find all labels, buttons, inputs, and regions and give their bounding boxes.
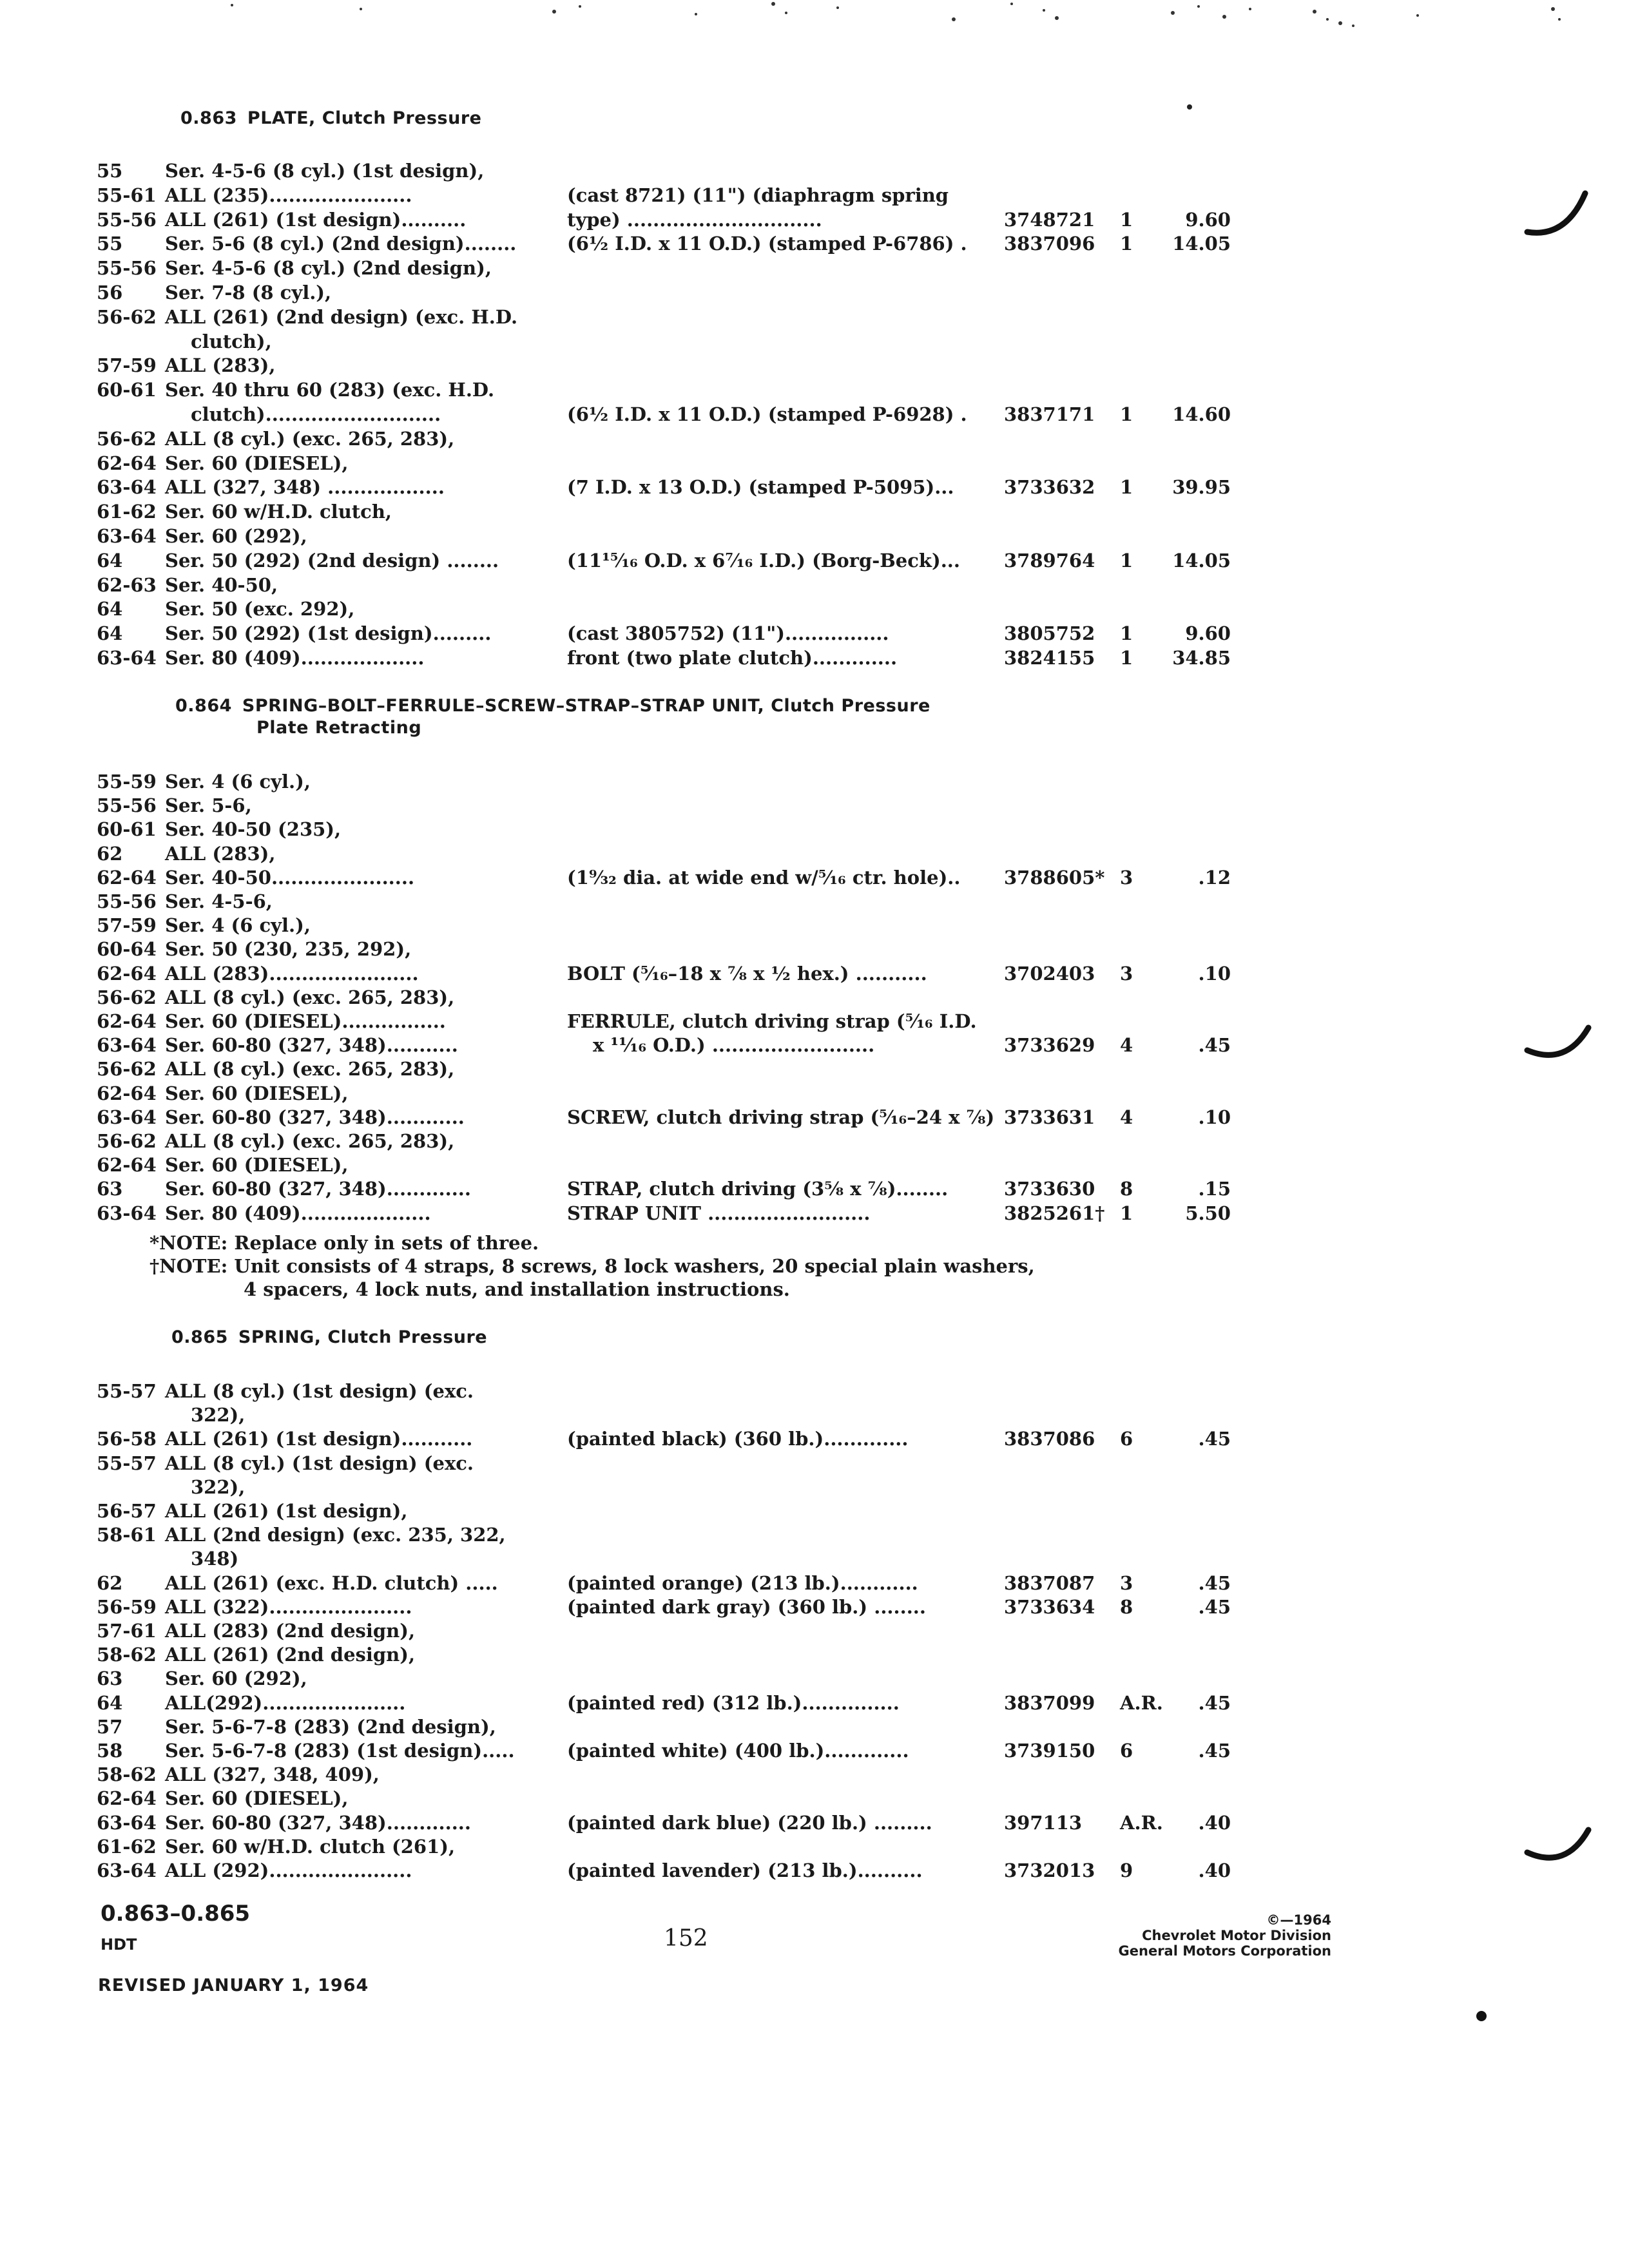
part-line [0,1548,1629,1571]
model-years: 64 [97,1692,123,1714]
application: clutch)........................... [191,403,441,425]
price: 9.60 [1185,209,1231,231]
part-number: 3824155 [1004,647,1095,669]
scan-mark-icon [1521,1823,1598,1881]
part-number: 3739150 [1004,1740,1095,1762]
part-line [0,525,1629,548]
description: (painted orange) (213 lb.)............ [567,1572,918,1594]
application: Ser. 50 (292) (2nd design) ........ [165,550,499,572]
part-line [0,1524,1629,1547]
description: (6½ I.D. x 11 O.D.) (stamped P-6928) . [567,403,967,425]
description: (painted black) (360 lb.)............. [567,1428,909,1450]
part-line [0,1106,1629,1129]
part-line [0,1476,1629,1499]
model-years: 55-56 [97,209,157,231]
scan-speckle-icon [193,0,1611,32]
model-years: 55-57 [97,1452,157,1474]
application: ALL(292)...................... [165,1692,406,1714]
model-years: 63-64 [97,1812,157,1834]
application: Ser. 60 (DIESEL), [165,452,349,474]
model-years: 55-56 [97,257,157,279]
application: ALL (322)...................... [165,1596,412,1618]
part-line [0,1082,1629,1106]
section-title: SPRING–BOLT–FERRULE–SCREW–STRAP–STRAP UNIT, Clutch Pressure [242,696,930,716]
part-line [0,282,1629,305]
model-years: 62-64 [97,867,157,889]
part-line [0,476,1629,499]
description: (cast 3805752) (11")................ [567,622,889,644]
quantity: 9 [1120,1860,1133,1881]
description: (cast 8721) (11") (diaphragm spring [567,184,949,206]
application: Ser. 60-80 (327, 348)............. [165,1812,472,1834]
part-line [0,331,1629,354]
application: Ser. 4-5-6 (8 cyl.) (2nd design), [165,257,492,279]
application: ALL (8 cyl.) (1st design) (exc. [165,1380,474,1402]
application: Ser. 60-80 (327, 348)........... [165,1034,458,1056]
application: Ser. 60 w/H.D. clutch, [165,501,392,523]
model-years: 58-62 [97,1763,157,1785]
price: .45 [1198,1572,1231,1594]
quantity: 8 [1120,1178,1133,1200]
part-number: 3733634 [1004,1596,1095,1618]
price: .45 [1198,1596,1231,1618]
price: .45 [1198,1428,1231,1450]
part-line [0,379,1629,402]
part-line [0,1812,1629,1835]
application: Ser. 50 (230, 235, 292), [165,938,412,960]
part-line [0,1380,1629,1403]
description: (painted dark blue) (220 lb.) ......... [567,1812,932,1834]
application: ALL (8 cyl.) (exc. 265, 283), [165,1130,455,1152]
application: Ser. 50 (exc. 292), [165,598,355,620]
application: 348) [191,1548,239,1570]
description: FERRULE, clutch driving strap (⁵⁄₁₆ I.D. [567,1010,977,1032]
corporation-name: General Motors Corporation [1118,1943,1331,1959]
part-line [0,1010,1629,1033]
model-years: 56-62 [97,986,157,1008]
part-number: 3837099 [1004,1692,1095,1714]
model-years: 57-59 [97,914,157,936]
model-years: 62-64 [97,452,157,474]
model-years: 55-61 [97,184,157,206]
part-number: 3789764 [1004,550,1095,572]
scan-mark-icon [1521,1018,1598,1076]
model-years: 57 [97,1716,123,1738]
application: Ser. 40 thru 60 (283) (exc. H.D. [165,379,495,401]
quantity: 1 [1120,233,1133,255]
part-number: 3733630 [1004,1178,1095,1200]
part-line [0,1716,1629,1739]
part-line [0,1058,1629,1081]
part-line [0,1836,1629,1859]
application: Ser. 5-6 (8 cyl.) (2nd design)........ [165,233,517,255]
copyright-notice: ©—1964 [1266,1912,1331,1928]
application: ALL (261) (1st design).......... [165,209,467,231]
model-years: 58 [97,1740,123,1762]
part-line [0,1404,1629,1427]
description: (7 I.D. x 13 O.D.) (stamped P-5095)... [567,476,954,498]
application: Ser. 5-6, [165,794,252,816]
application: ALL (2nd design) (exc. 235, 322, [165,1524,506,1546]
description: (painted lavender) (213 lb.).......... [567,1860,923,1881]
model-years: 61-62 [97,501,157,523]
application: Ser. 40-50...................... [165,867,415,889]
application: ALL (8 cyl.) (1st design) (exc. [165,1452,474,1474]
price: .40 [1198,1860,1231,1881]
application: ALL (8 cyl.) (exc. 265, 283), [165,428,455,450]
application: ALL (327, 348, 409), [165,1763,380,1785]
model-years: 55 [97,233,123,255]
description: (6½ I.D. x 11 O.D.) (stamped P-6786) . [567,233,967,255]
part-line [0,184,1629,207]
price: .12 [1198,867,1231,889]
part-line [0,771,1629,794]
part-line [0,647,1629,670]
application: ALL (292)...................... [165,1860,412,1881]
part-line [0,452,1629,476]
model-years: 63-64 [97,525,157,547]
note-line: 4 spacers, 4 lock nuts, and installation instructions. [244,1278,790,1300]
part-line [0,1596,1629,1619]
quantity: 1 [1120,403,1133,425]
part-line [0,1860,1629,1883]
model-years: 56-59 [97,1596,157,1618]
quantity: 1 [1120,622,1133,644]
part-line [0,1692,1629,1715]
application: ALL (261) (exc. H.D. clutch) ..... [165,1572,498,1594]
application: Ser. 4-5-6, [165,890,273,912]
model-years: 62-64 [97,963,157,985]
model-years: 63-64 [97,1106,157,1128]
description: (1⁹⁄₃₂ dia. at wide end w/⁵⁄₁₆ ctr. hole).. [567,867,961,889]
part-line [0,598,1629,621]
part-number: 3805752 [1004,622,1095,644]
application: ALL (261) (2nd design) (exc. H.D. [165,306,518,328]
section-number: 0.864 [175,696,232,716]
part-line [0,1667,1629,1691]
part-line [0,354,1629,378]
price: .45 [1198,1740,1231,1762]
description: x ¹¹⁄₁₆ O.D.) ......................... [593,1034,875,1056]
application: Ser. 40-50 (235), [165,818,342,840]
part-line [0,1740,1629,1763]
part-line [0,1620,1629,1643]
description: (11¹⁵⁄₁₆ O.D. x 6⁷⁄₁₆ I.D.) (Borg-Beck)... [567,550,960,572]
part-number: 3837171 [1004,403,1095,425]
application: ALL (283)....................... [165,963,419,985]
part-line [0,574,1629,597]
section-number: 0.863 [180,108,237,128]
quantity: 6 [1120,1428,1133,1450]
application: ALL (235)...................... [165,184,412,206]
application: Ser. 60-80 (327, 348)............. [165,1178,472,1200]
model-years: 60-61 [97,379,157,401]
part-number: 3702403 [1004,963,1095,985]
part-line [0,1500,1629,1523]
application: Ser. 5-6-7-8 (283) (2nd design), [165,1716,496,1738]
note-line: †NOTE: Unit consists of 4 straps, 8 screws, 8 lock washers, 20 special plain washers, [149,1255,1035,1277]
quantity: 4 [1120,1034,1133,1056]
application: Ser. 5-6-7-8 (283) (1st design)..... [165,1740,515,1762]
part-line [0,1178,1629,1201]
application: ALL (283), [165,354,276,376]
application: Ser. 60 (DIESEL), [165,1082,349,1104]
part-line [0,1034,1629,1057]
application: ALL (8 cyl.) (exc. 265, 283), [165,986,455,1008]
price: 14.60 [1172,403,1231,425]
application: Ser. 50 (292) (1st design)......... [165,622,492,644]
application: Ser. 60-80 (327, 348)............ [165,1106,465,1128]
section-number: 0.865 [171,1327,228,1347]
part-number: 3733632 [1004,476,1095,498]
part-line [0,622,1629,646]
part-line [0,914,1629,937]
part-line [0,986,1629,1010]
quantity: 4 [1120,1106,1133,1128]
application: ALL (261) (2nd design), [165,1644,416,1666]
quantity: A.R. [1120,1692,1163,1714]
quantity: 6 [1120,1740,1133,1762]
part-number: 3837096 [1004,233,1095,255]
price: .45 [1198,1692,1231,1714]
part-number: 3733629 [1004,1034,1095,1056]
part-number: 3837087 [1004,1572,1095,1594]
application: Ser. 60 w/H.D. clutch (261), [165,1836,456,1858]
application: Ser. 60 (DIESEL), [165,1154,349,1176]
model-years: 63 [97,1667,123,1689]
quantity: 1 [1120,209,1133,231]
part-line [0,233,1629,256]
model-years: 60-61 [97,818,157,840]
section-title: SPRING, Clutch Pressure [238,1327,488,1347]
model-years: 57-59 [97,354,157,376]
model-years: 58-62 [97,1644,157,1666]
section-subtitle: Plate Retracting [256,718,422,738]
price: .45 [1198,1034,1231,1056]
quantity: 3 [1120,963,1133,985]
model-years: 63-64 [97,1860,157,1881]
model-years: 64 [97,622,123,644]
quantity: 3 [1120,1572,1133,1594]
footer-section-range: 0.863–0.865 [101,1901,251,1927]
description: front (two plate clutch)............. [567,647,898,669]
application: 322), [191,1476,246,1498]
quantity: 1 [1120,476,1133,498]
description: SCREW, clutch driving strap (⁵⁄₁₆–24 x ⅞) [567,1106,995,1128]
model-years: 57-61 [97,1620,157,1642]
revised-date: REVISED JANUARY 1, 1964 [98,1975,369,1995]
description: STRAP UNIT ......................... [567,1202,871,1224]
model-years: 56-62 [97,428,157,450]
part-line [0,1787,1629,1811]
model-years: 63-64 [97,1202,157,1224]
part-line [0,867,1629,890]
part-line [0,818,1629,841]
application: Ser. 4-5-6 (8 cyl.) (1st design), [165,160,485,182]
model-years: 64 [97,550,123,572]
part-line [0,550,1629,573]
model-years: 63-64 [97,647,157,669]
model-years: 63-64 [97,476,157,498]
model-years: 56-62 [97,1058,157,1080]
application: ALL (261) (1st design), [165,1500,408,1522]
quantity: A.R. [1120,1812,1163,1834]
price: .10 [1198,963,1231,985]
description: (painted dark gray) (360 lb.) ........ [567,1596,926,1618]
model-years: 62-64 [97,1154,157,1176]
model-years: 56-62 [97,306,157,328]
application: Ser. 60 (292), [165,1667,307,1689]
part-line [0,403,1629,427]
model-years: 56-62 [97,1130,157,1152]
model-years: 63 [97,1178,123,1200]
model-years: 62 [97,1572,123,1594]
description: (painted white) (400 lb.)............. [567,1740,909,1762]
application: ALL (261) (1st design)........... [165,1428,473,1450]
quantity: 1 [1120,1202,1133,1224]
part-line [0,890,1629,914]
price: 39.95 [1172,476,1231,498]
description: STRAP, clutch driving (3⅝ x ⅞)........ [567,1178,949,1200]
application: Ser. 7-8 (8 cyl.), [165,282,332,303]
part-line [0,843,1629,866]
model-years: 56-58 [97,1428,157,1450]
application: Ser. 60 (DIESEL)................ [165,1010,446,1032]
model-years: 62-63 [97,574,157,596]
part-line [0,1130,1629,1153]
part-line [0,1572,1629,1595]
footer-code: HDT [101,1936,137,1954]
model-years: 55 [97,160,123,182]
application: ALL (8 cyl.) (exc. 265, 283), [165,1058,455,1080]
part-line [0,1644,1629,1667]
model-years: 56-57 [97,1500,157,1522]
part-number: 3733631 [1004,1106,1095,1128]
part-number: 3825261† [1004,1202,1105,1224]
part-line [0,1154,1629,1177]
model-years: 55-56 [97,794,157,816]
part-line [0,938,1629,961]
model-years: 55-56 [97,890,157,912]
application: 322), [191,1404,246,1426]
page-number: 152 [664,1925,708,1952]
application: Ser. 80 (409)................... [165,647,425,669]
part-line [0,428,1629,451]
price: .15 [1198,1178,1231,1200]
price: 9.60 [1185,622,1231,644]
division-name: Chevrolet Motor Division [1142,1928,1331,1943]
model-years: 62 [97,843,123,865]
model-years: 62-64 [97,1010,157,1032]
note-line: *NOTE: Replace only in sets of three. [149,1232,539,1254]
part-line [0,963,1629,986]
part-line [0,160,1629,183]
part-number: 3732013 [1004,1860,1095,1881]
application: Ser. 40-50, [165,574,278,596]
model-years: 60-64 [97,938,157,960]
price: 34.85 [1172,647,1231,669]
part-line [0,1202,1629,1225]
model-years: 64 [97,598,123,620]
description: (painted red) (312 lb.)............... [567,1692,900,1714]
part-number: 3788605* [1004,867,1105,889]
part-line [0,209,1629,232]
model-years: 55-59 [97,771,157,793]
quantity: 8 [1120,1596,1133,1618]
model-years: 61-62 [97,1836,157,1858]
part-line [0,1452,1629,1475]
application: Ser. 60 (DIESEL), [165,1787,349,1809]
model-years: 56 [97,282,123,303]
application: Ser. 80 (409).................... [165,1202,431,1224]
application: ALL (283) (2nd design), [165,1620,416,1642]
part-line [0,501,1629,524]
model-years: 62-64 [97,1787,157,1809]
quantity: 1 [1120,647,1133,669]
quantity: 1 [1120,550,1133,572]
part-number: 3748721 [1004,209,1095,231]
application: Ser. 4 (6 cyl.), [165,771,311,793]
application: ALL (327, 348) .................. [165,476,445,498]
price: .10 [1198,1106,1231,1128]
part-line [0,1428,1629,1451]
model-years: 63-64 [97,1034,157,1056]
price: .40 [1198,1812,1231,1834]
quantity: 3 [1120,867,1133,889]
model-years: 58-61 [97,1524,157,1546]
part-line [0,257,1629,280]
part-line [0,306,1629,329]
scan-dot-icon [1186,103,1193,111]
part-number: 397113 [1004,1812,1083,1834]
model-years: 55-57 [97,1380,157,1402]
description: type) .............................. [567,209,822,231]
part-line [0,1763,1629,1787]
application: Ser. 4 (6 cyl.), [165,914,311,936]
part-number: 3837086 [1004,1428,1095,1450]
price: 14.05 [1172,233,1231,255]
model-years: 62-64 [97,1082,157,1104]
scan-mark-icon [1521,180,1598,245]
application: Ser. 60 (292), [165,525,307,547]
part-line [0,794,1629,818]
price: 14.05 [1172,550,1231,572]
application: clutch), [191,331,272,352]
price: 5.50 [1185,1202,1231,1224]
application: ALL (283), [165,843,276,865]
description: BOLT (⁵⁄₁₆–18 x ⅞ x ½ hex.) ........... [567,963,927,985]
section-title: PLATE, Clutch Pressure [247,108,482,128]
scan-dot-icon [1472,2007,1492,2026]
